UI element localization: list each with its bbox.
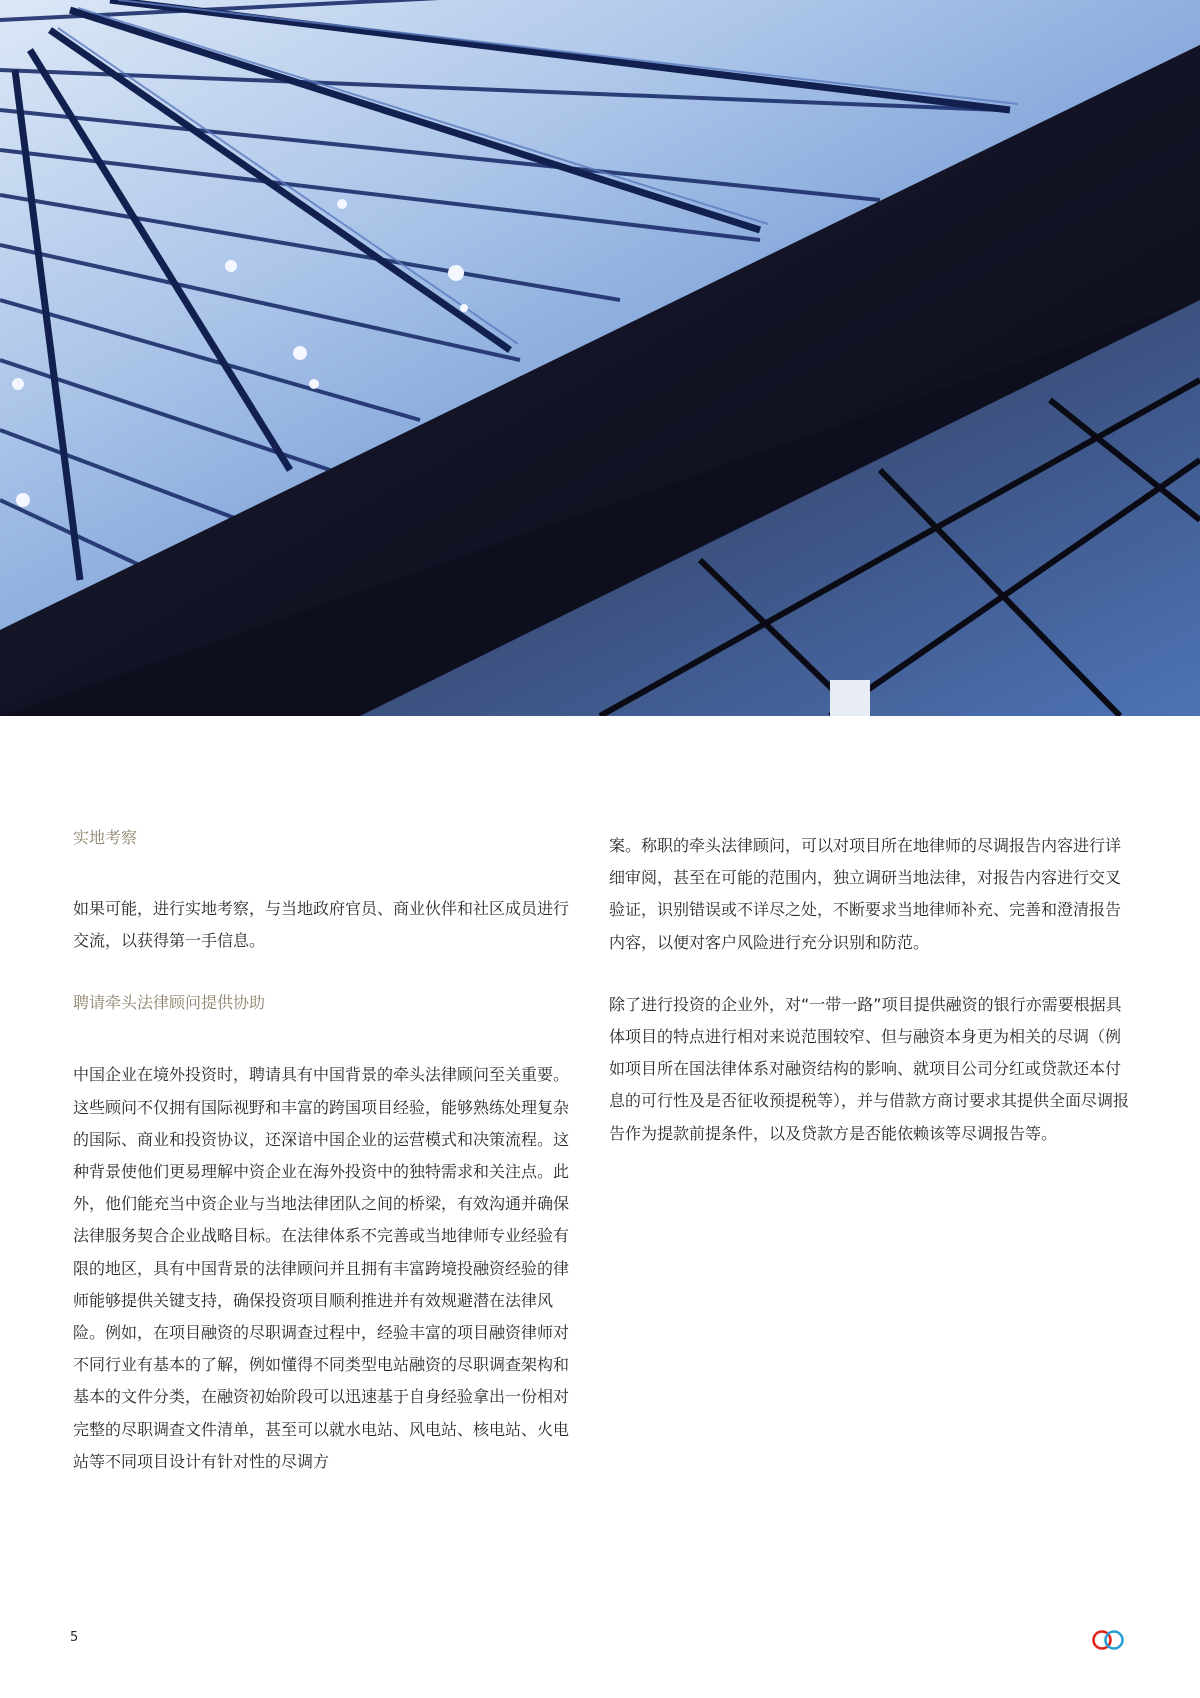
paragraph-bank-due-diligence: 除了进行投资的企业外，对“一带一路”项目提供融资的银行亦需要根据具体项目的特点进行相对来说范围较窄、但与融资本身更为相关的尽调（例如项目所在国法律体系对融资结构的影响、就项目公司分红或贷款还本付息的可行性及是否征收预提税等），并与借款方商讨要求其提供全面尽调报告作为提款前提条件，以及贷款方是否能依赖该等尽调报告等。 bbox=[609, 994, 1130, 1143]
hero-building-photo bbox=[0, 0, 1200, 716]
section-heading-site-visit: 实地考察 bbox=[73, 828, 138, 847]
section-heading-lead-counsel: 聘请牵头法律顾问提供协助 bbox=[73, 993, 266, 1013]
paragraph-site-visit: 如果可能，进行实地考察，与当地政府官员、商业伙伴和社区成员进行交流，以获得第一手信息。 bbox=[73, 899, 570, 951]
paragraph-lead-counsel-continued: 案。称职的牵头法律顾问，可以对项目所在地律师的尽调报告内容进行详细审阅，甚至在可能的范围内，独立调研当地法律，对报告内容进行交叉验证，识别错误或不详尽之处，不断要求当地律师补充、完善和澄清报告内容，以便对客户风险进行充分识别和防范。 bbox=[609, 836, 1122, 952]
paragraph-lead-counsel: 中国企业在境外投资时，聘请具有中国背景的牵头法律顾问至关重要。这些顾问不仅拥有国际视野和丰富的跨国项目经验，能够熟练处理复杂的国际、商业和投资协议，还深谙中国企业的运营模式和决策流程。这种背景使他们更易理解中资企业在海外投资中的独特需求和关注点。此外，他们能充当中资企业与当地法律团队之间的桥梁，有效沟通并确保法律服务契合企业战略目标。在法律体系不完善或当地律师专业经验有限的地区，具有中国背景的法律顾问并且拥有丰富跨境投融资经验的律师能够提供关键支持，确保投资项目顺利推进并有效规避潜在法律风险。例如，在项目融资的尽职调查过程中，经验丰富的项目融资律师对不同行业有基本的了解，例如懂得不同类型电站融资的尽职调查架构和基本的文件分类，在融资初始阶段可以迅速基于自身经验拿出一份相对完整的尽职调查文件清单，甚至可以就水电站、风电站、核电站、火电站等不同项目设计有针对性的尽调方 bbox=[73, 1065, 570, 1471]
brand-logo-icon bbox=[1090, 1629, 1126, 1651]
right-column bbox=[609, 830, 1129, 1150]
left-column bbox=[73, 826, 583, 1478]
page-number: 5 bbox=[70, 1630, 79, 1645]
